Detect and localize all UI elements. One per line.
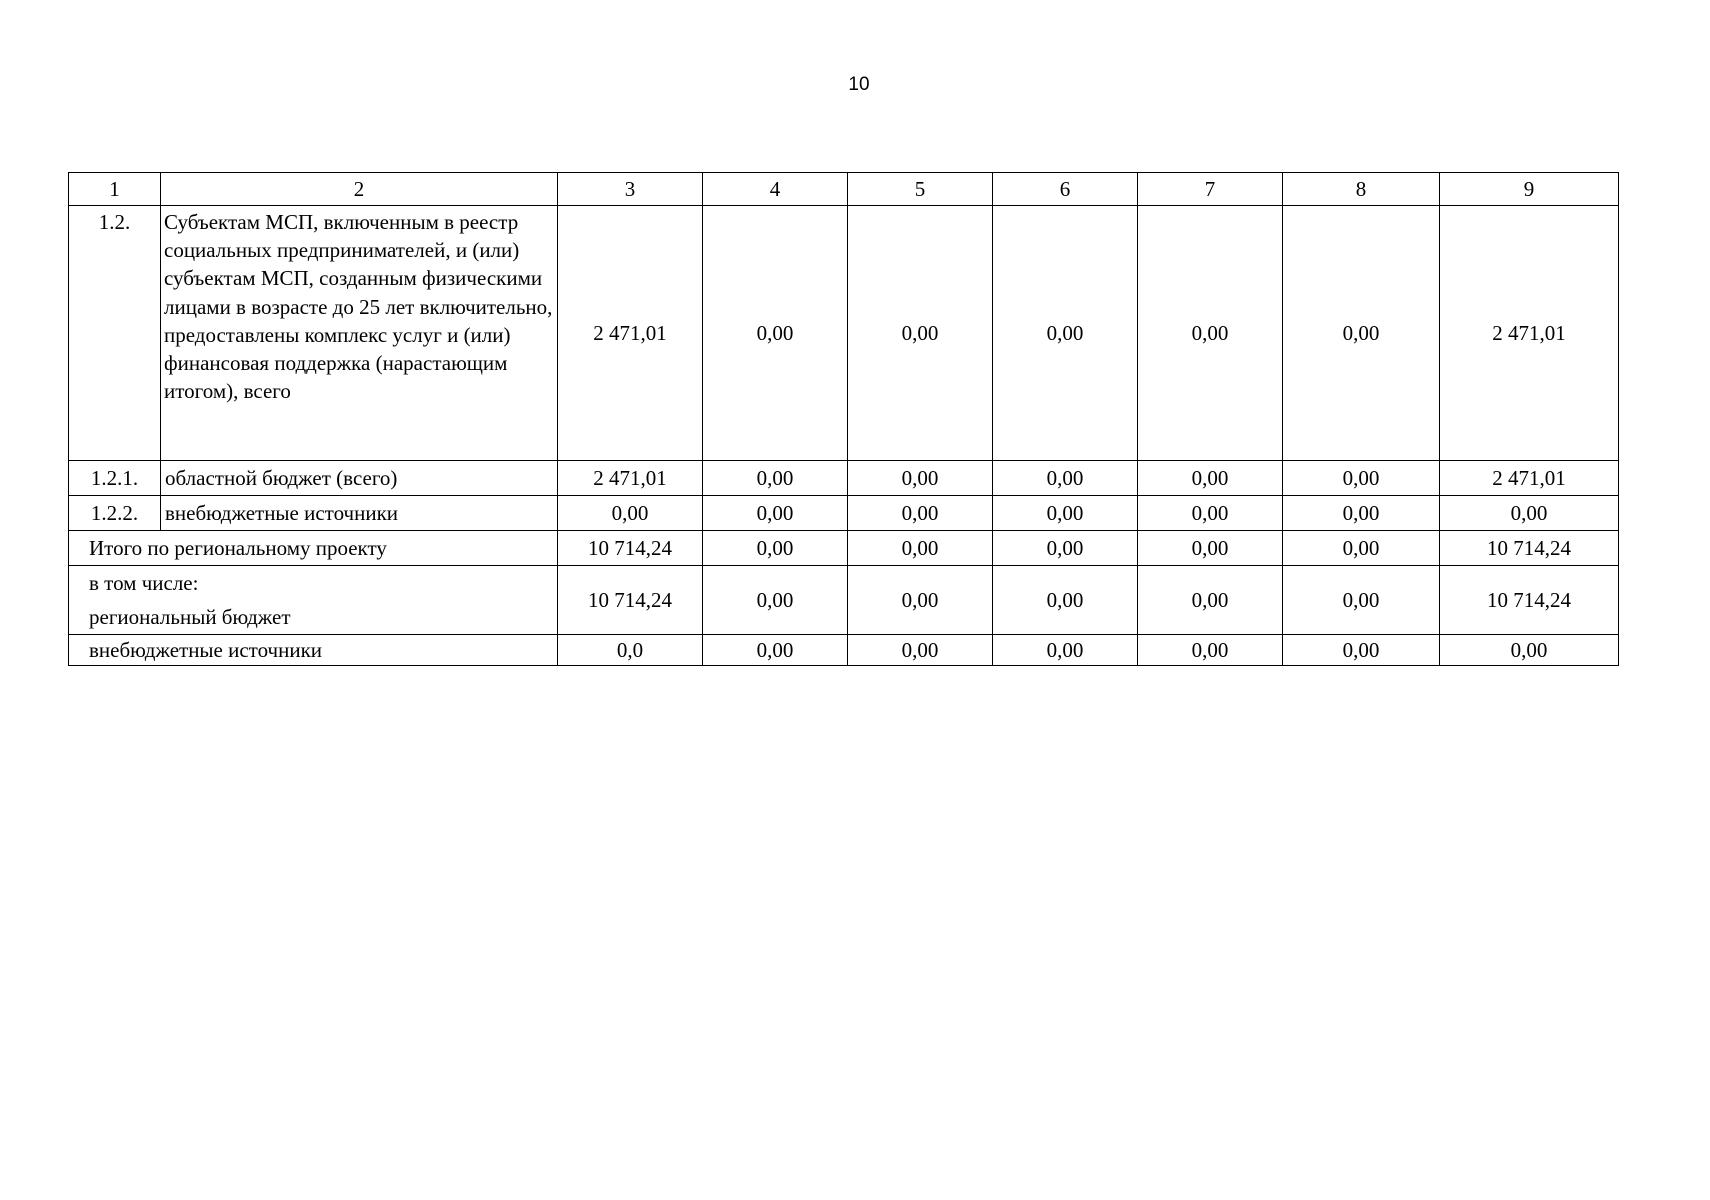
including-label: в том числе: <box>89 571 199 595</box>
column-number: 5 <box>848 173 993 206</box>
value-cell: 0,00 <box>993 531 1138 566</box>
value-cell: 0,00 <box>848 531 993 566</box>
extrabudgetary-row <box>69 635 1619 666</box>
value-cell: 2 471,01 <box>558 461 703 496</box>
column-number: 9 <box>1440 173 1619 206</box>
value-cell: 0,00 <box>1440 496 1619 531</box>
row-number: 1.2. <box>69 206 161 461</box>
row-description: Субъектам МСП, включенным в реестр социальных предпринимателей, и (или) субъектам МСП, созданным физическими лицами в возрасте до 25 лет включительно, предоставлены комплекс услуг и (или) финансовая поддержка (нарастающим итогом), всего <box>161 206 558 461</box>
table-row <box>69 206 1619 461</box>
regional-budget-text: региональный бюджет <box>89 605 291 629</box>
value-cell: 0,00 <box>703 531 848 566</box>
value-cell: 0,00 <box>1138 566 1283 635</box>
value-cell: 0,00 <box>1440 635 1619 666</box>
regional-budget-row <box>69 566 1619 635</box>
table-row <box>69 496 1619 531</box>
value-cell: 10 714,24 <box>558 566 703 635</box>
value-cell: 2 471,01 <box>558 206 703 461</box>
page-number: 10 <box>848 74 870 95</box>
table-row <box>69 461 1619 496</box>
value-cell: 0,00 <box>1283 566 1440 635</box>
value-cell: 0,00 <box>1138 531 1283 566</box>
value-cell: 0,00 <box>1138 206 1283 461</box>
value-cell: 2 471,01 <box>1440 206 1619 461</box>
total-row <box>69 531 1619 566</box>
column-number: 6 <box>993 173 1138 206</box>
value-cell: 0,00 <box>993 496 1138 531</box>
value-cell: 10 714,24 <box>1440 531 1619 566</box>
column-number: 7 <box>1138 173 1283 206</box>
row-number: 1.2.2. <box>69 496 161 531</box>
value-cell: 0,00 <box>993 206 1138 461</box>
value-cell: 10 714,24 <box>558 531 703 566</box>
value-cell: 0,00 <box>703 461 848 496</box>
value-cell: 0,00 <box>993 635 1138 666</box>
value-cell: 0,00 <box>848 496 993 531</box>
value-cell: 0,00 <box>1283 635 1440 666</box>
value-cell: 0,00 <box>1138 461 1283 496</box>
value-cell: 2 471,01 <box>1440 461 1619 496</box>
value-cell: 0,00 <box>848 635 993 666</box>
value-cell: 0,00 <box>848 566 993 635</box>
value-cell: 0,00 <box>848 461 993 496</box>
budget-table <box>68 172 1619 666</box>
column-number: 8 <box>1283 173 1440 206</box>
value-cell: 10 714,24 <box>1440 566 1619 635</box>
value-cell: 0,00 <box>848 206 993 461</box>
column-number: 1 <box>69 173 161 206</box>
column-number: 4 <box>703 173 848 206</box>
value-cell: 0,00 <box>1138 635 1283 666</box>
column-number: 2 <box>161 173 558 206</box>
value-cell: 0,00 <box>1283 531 1440 566</box>
column-number-row <box>69 173 1619 206</box>
value-cell: 0,00 <box>1138 496 1283 531</box>
value-cell: 0,00 <box>703 496 848 531</box>
value-cell: 0,00 <box>993 461 1138 496</box>
row-number: 1.2.1. <box>69 461 161 496</box>
value-cell: 0,00 <box>703 566 848 635</box>
total-label: Итого по региональному проекту <box>69 531 558 566</box>
value-cell: 0,00 <box>993 566 1138 635</box>
row-description: внебюджетные источники <box>161 496 558 531</box>
regional-budget-label <box>69 566 558 635</box>
column-number: 3 <box>558 173 703 206</box>
value-cell: 0,00 <box>703 635 848 666</box>
row-description: областной бюджет (всего) <box>161 461 558 496</box>
value-cell: 0,00 <box>703 206 848 461</box>
extrabudgetary-label: внебюджетные источники <box>69 635 558 666</box>
value-cell: 0,00 <box>1283 206 1440 461</box>
value-cell: 0,00 <box>558 496 703 531</box>
value-cell: 0,0 <box>558 635 703 666</box>
value-cell: 0,00 <box>1283 461 1440 496</box>
value-cell: 0,00 <box>1283 496 1440 531</box>
